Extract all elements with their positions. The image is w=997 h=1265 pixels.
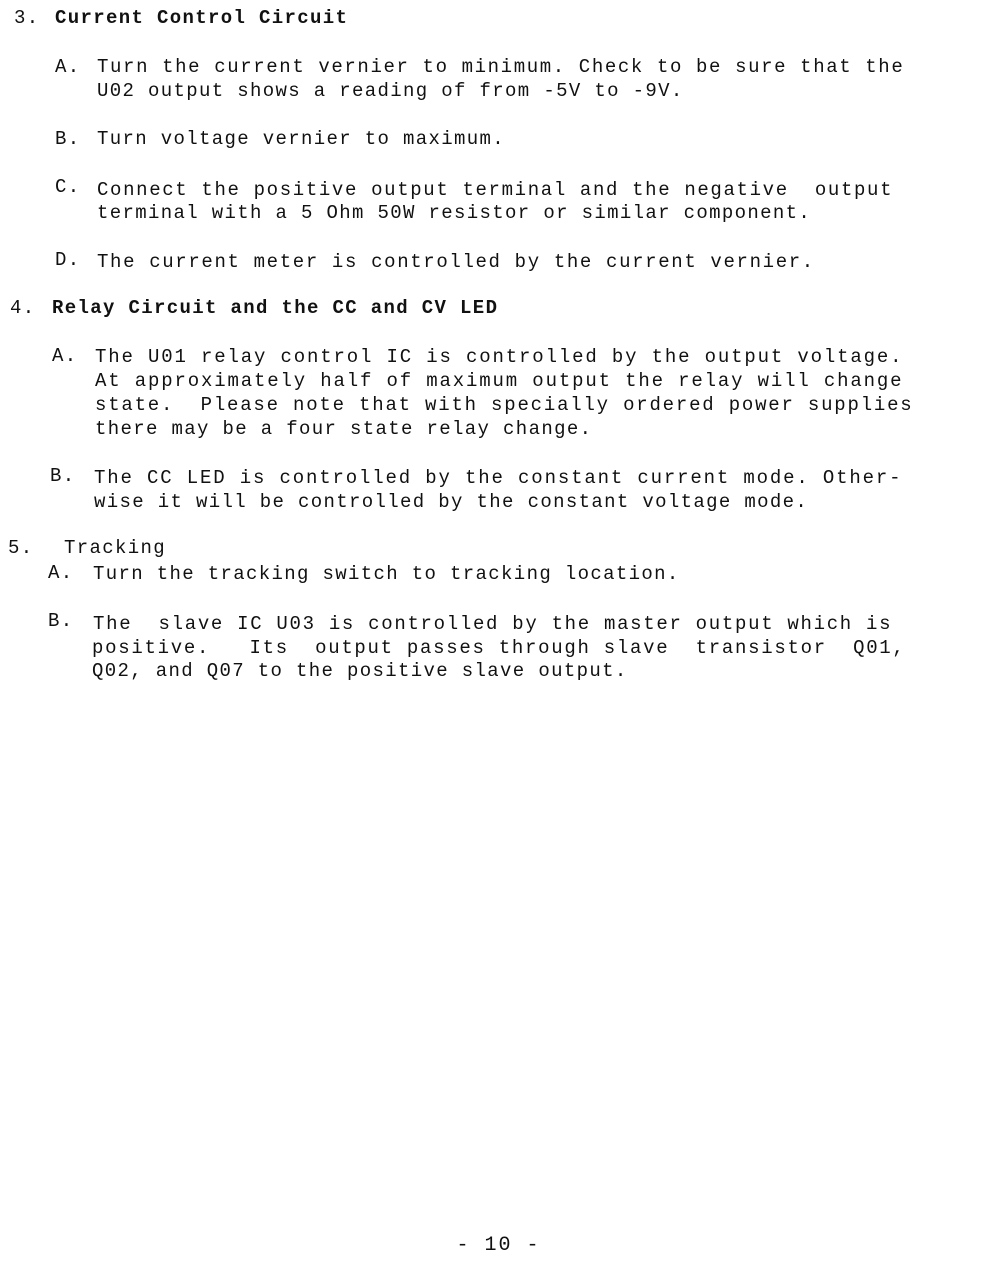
section-3-number: 3.	[14, 7, 40, 29]
item-5b-line-2: positive. Its output passes through slave transistor Q01,	[92, 637, 906, 659]
item-4b-line-2: wise it will be controlled by the constant voltage mode.	[94, 491, 809, 513]
item-3c-letter: C.	[55, 176, 81, 198]
item-4a-line-2: At approximately half of maximum output the relay will change	[95, 370, 904, 392]
page-number: - 10 -	[456, 1234, 541, 1257]
item-3a-letter: A.	[55, 56, 81, 78]
item-5a-letter: A.	[48, 562, 74, 584]
item-3a-line-1: Turn the current vernier to minimum. Check to be sure that the	[97, 56, 905, 78]
item-3b-letter: B.	[55, 128, 81, 150]
item-5a-line-1: Turn the tracking switch to tracking location.	[93, 563, 680, 585]
item-4a-line-3: state. Please note that with specially ordered power supplies	[95, 394, 914, 416]
item-3b-line-1: Turn voltage vernier to maximum.	[97, 128, 506, 150]
item-3d-line-1: The current meter is controlled by the current vernier.	[97, 251, 815, 273]
item-4a-line-1: The U01 relay control IC is controlled by the output voltage.	[95, 346, 904, 368]
section-4-number: 4.	[10, 297, 36, 319]
item-4b-line-1: The CC LED is controlled by the constant current mode. Other-	[94, 467, 903, 489]
section-5-number: 5.	[8, 537, 34, 559]
item-3a-line-2: U02 output shows a reading of from -5V to -9V.	[97, 80, 684, 102]
item-5b-letter: B.	[48, 610, 74, 632]
item-3d-letter: D.	[55, 249, 81, 271]
item-3c-line-1: Connect the positive output terminal and the negative output	[97, 179, 894, 201]
item-5b-line-3: Q02, and Q07 to the positive slave output.	[92, 660, 628, 682]
item-4a-line-4: there may be a four state relay change.	[95, 418, 593, 440]
section-5-title: Tracking	[64, 537, 167, 559]
section-3-title: Current Control Circuit	[55, 7, 349, 29]
item-3c-line-2: terminal with a 5 Ohm 50W resistor or similar component.	[97, 202, 812, 224]
section-4-title: Relay Circuit and the CC and CV LED	[52, 297, 499, 319]
item-4a-letter: A.	[52, 345, 78, 367]
item-5b-line-1: The slave IC U03 is controlled by the master output which is	[93, 613, 893, 635]
item-4b-letter: B.	[50, 465, 76, 487]
